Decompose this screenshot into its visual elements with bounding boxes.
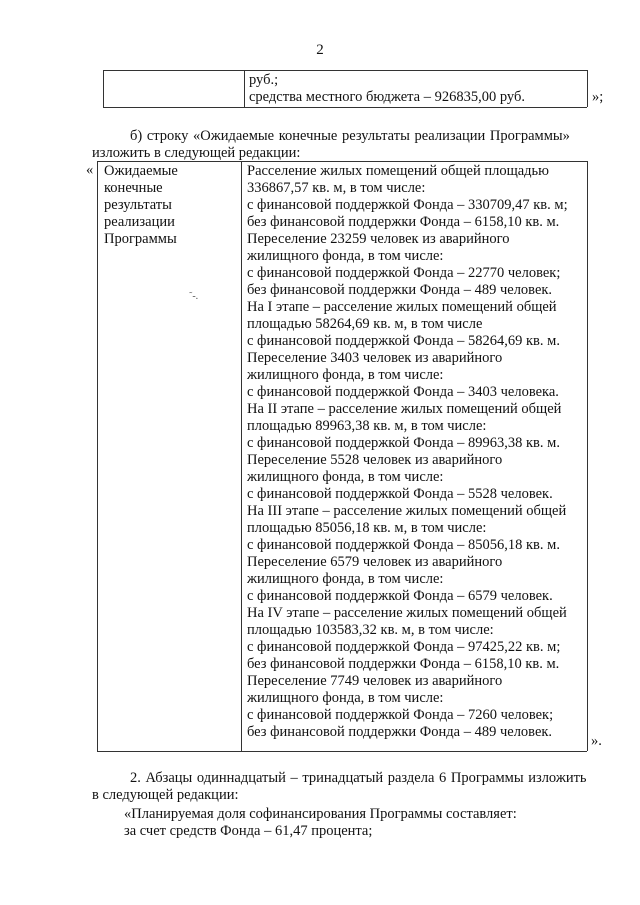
paragraph-line: «Планируемая доля софинансирования Программы составляет: [124, 806, 517, 822]
top-table-divider [244, 70, 245, 107]
right-cell-line: Расселение жилых помещений общей площадью [247, 163, 550, 179]
right-cell-line: Переселение 3403 человек из аварийного [247, 350, 503, 366]
right-cell-line: Переселение 7749 человек из аварийного [247, 673, 503, 689]
main-table-border-right [587, 161, 588, 751]
top-table-border-left [103, 70, 104, 107]
right-cell-line: Переселение 6579 человек из аварийного [247, 554, 503, 570]
left-cell-line: результаты [104, 197, 172, 213]
scan-mark: ˜‐. [189, 291, 199, 302]
right-cell-line: с финансовой поддержкой Фонда – 7260 человек; [247, 707, 554, 723]
top-table-border-top [103, 70, 587, 71]
right-cell-line: жилищного фонда, в том числе: [247, 690, 444, 706]
left-cell-line: Программы [104, 231, 177, 247]
right-cell-line: с финансовой поддержкой Фонда – 22770 человек; [247, 265, 561, 281]
top-table-border-bottom [103, 107, 587, 108]
right-cell-line: без финансовой поддержки Фонда – 6158,10 кв. м. [247, 656, 560, 672]
paragraph-line: в следующей редакции: [92, 787, 239, 803]
right-cell-line: площадью 103583,32 кв. м, в том числе: [247, 622, 494, 638]
top-table-line: руб.; [249, 72, 279, 88]
right-cell-line: жилищного фонда, в том числе: [247, 571, 444, 587]
right-cell-line: жилищного фонда, в том числе: [247, 248, 444, 264]
left-cell-line: Ожидаемые [104, 163, 178, 179]
right-cell-line: с финансовой поддержкой Фонда – 330709,47 кв. м; [247, 197, 568, 213]
right-cell-line: жилищного фонда, в том числе: [247, 469, 444, 485]
main-table-border-top [97, 161, 587, 162]
right-cell-line: 336867,57 кв. м, в том числе: [247, 180, 426, 196]
main-table-border-left [97, 161, 98, 751]
top-table-close-quote: »; [592, 89, 604, 105]
page-number: 2 [316, 42, 324, 58]
paragraph-line: 2. Абзацы одиннадцатый – тринадцатый раздела 6 Программы изложить [130, 770, 587, 786]
right-cell-line: площадью 58264,69 кв. м, в том числе [247, 316, 483, 332]
main-table-close-quote: ». [591, 733, 602, 749]
right-cell-line: На I этапе – расселение жилых помещений общей [247, 299, 557, 315]
right-cell-line: Переселение 23259 человек из аварийного [247, 231, 510, 247]
right-cell-line: без финансовой поддержки Фонда – 489 человек. [247, 282, 553, 298]
right-cell-line: с финансовой поддержкой Фонда – 89963,38 кв. м. [247, 435, 560, 451]
right-cell-line: без финансовой поддержки Фонда – 489 человек. [247, 724, 553, 740]
right-cell-line: На II этапе – расселение жилых помещений общей [247, 401, 562, 417]
right-cell-line: площадью 89963,38 кв. м, в том числе: [247, 418, 487, 434]
right-cell-line: площадью 85056,18 кв. м, в том числе: [247, 520, 487, 536]
left-cell-line: реализации [104, 214, 175, 230]
top-table-border-right [587, 70, 588, 107]
paragraph-line: изложить в следующей редакции: [92, 145, 301, 161]
left-cell-line: конечные [104, 180, 163, 196]
paragraph-line: за счет средств Фонда – 61,47 процента; [124, 823, 373, 839]
right-cell-line: с финансовой поддержкой Фонда – 5528 человек. [247, 486, 553, 502]
main-table-border-bottom [97, 751, 587, 752]
right-cell-line: с финансовой поддержкой Фонда – 97425,22 кв. м; [247, 639, 561, 655]
paragraph-line: б) строку «Ожидаемые конечные результаты реализации Программы» [130, 128, 570, 144]
right-cell-line: с финансовой поддержкой Фонда – 85056,18 кв. м. [247, 537, 560, 553]
right-cell-line: с финансовой поддержкой Фонда – 3403 человека. [247, 384, 559, 400]
main-table-divider [241, 161, 242, 751]
top-table-line: средства местного бюджета – 926835,00 руб. [249, 89, 525, 105]
right-cell-line: На IV этапе – расселение жилых помещений общей [247, 605, 567, 621]
main-table-open-quote: « [86, 162, 94, 178]
right-cell-line: жилищного фонда, в том числе: [247, 367, 444, 383]
right-cell-line: с финансовой поддержкой Фонда – 6579 человек. [247, 588, 553, 604]
right-cell-line: с финансовой поддержкой Фонда – 58264,69 кв. м. [247, 333, 560, 349]
right-cell-line: На III этапе – расселение жилых помещений общей [247, 503, 567, 519]
right-cell-line: без финансовой поддержки Фонда – 6158,10 кв. м. [247, 214, 560, 230]
right-cell-line: Переселение 5528 человек из аварийного [247, 452, 503, 468]
